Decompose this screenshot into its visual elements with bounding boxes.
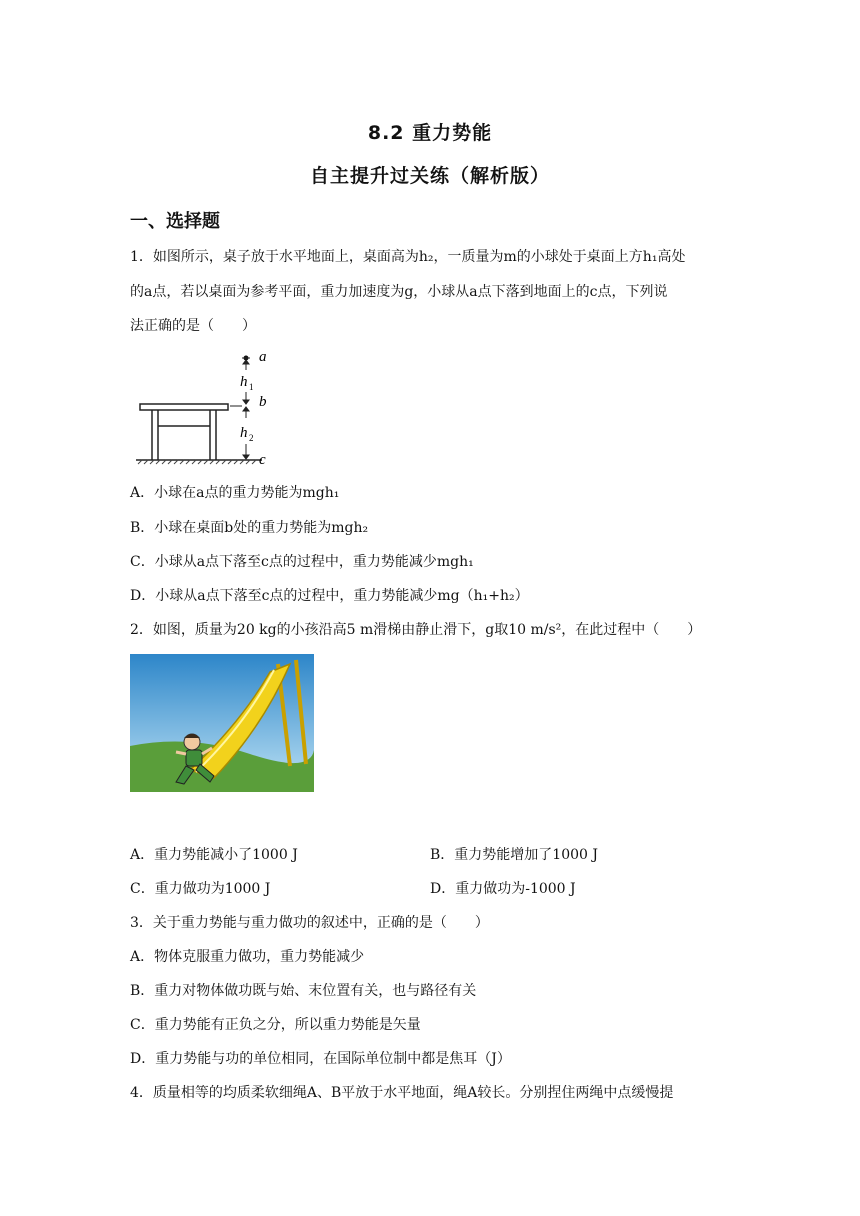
q3-stem: 3．关于重力势能与重力做功的叙述中，正确的是（ ） [130,915,489,931]
q1-stem-line2: 的a点，若以桌面为参考平面，重力加速度为g，小球从a点下落到地面上的c点，下列说 [130,284,668,300]
page-subtitle: 自主提升过关练（解析版） [309,165,550,187]
q1-stem-line1: 1．如图所示，桌子放于水平地面上，桌面高为h₂，一质量为m的小球处于桌面上方h₁高处 [130,249,686,265]
q3-option-a: A．物体克服重力做功，重力势能减少 [130,949,365,965]
slide-illustration [130,654,314,792]
section-heading: 一、选择题 [130,211,220,232]
q4-stem: 4．质量相等的均质柔软细绳A、B平放于水平地面，绳A较长。分别捏住两绳中点缓慢提 [130,1085,674,1101]
q1-option-a: A．小球在a点的重力势能为mgh₁ [130,485,340,501]
q1-option-d: D．小球从a点下落至c点的过程中，重力势能减少mg（h₁+h₂） [130,588,529,604]
label-h1: h [240,374,248,390]
label-c: c [259,452,266,468]
q3-option-d: D．重力势能与功的单位相同，在国际单位制中都是焦耳（J） [130,1051,511,1067]
table-top [140,404,228,410]
label-a: a [259,349,267,365]
label-h2-sub: 2 [249,433,254,443]
q1-stem-line3: 法正确的是（ ） [130,318,256,334]
table-legs [152,410,216,460]
q1-option-c: C．小球从a点下落至c点的过程中，重力势能减少mgh₁ [130,554,474,570]
label-h2: h [240,425,248,441]
q2-option-c: C．重力做功为1000 J [130,881,271,897]
table-ball-figure [130,348,290,468]
q2-option-a: A．重力势能减小了1000 J [130,847,298,863]
q2-option-d: D．重力做功为-1000 J [430,881,576,897]
label-b: b [259,394,267,410]
q2-stem: 2．如图，质量为20 kg的小孩沿高5 m滑梯由静止滑下，g取10 m/s²，在此过程中（ ） [130,622,702,638]
q3-option-b: B．重力对物体做功既与始、末位置有关，也与路径有关 [130,983,477,999]
q2-option-b: B．重力势能增加了1000 J [430,847,598,863]
q1-option-b: B．小球在桌面b处的重力势能为mgh₂ [130,520,369,536]
page-title: 8.2 重力势能 [367,122,493,144]
label-h1-sub: 1 [249,382,254,392]
q3-option-c: C．重力势能有正负之分，所以重力势能是矢量 [130,1017,421,1033]
